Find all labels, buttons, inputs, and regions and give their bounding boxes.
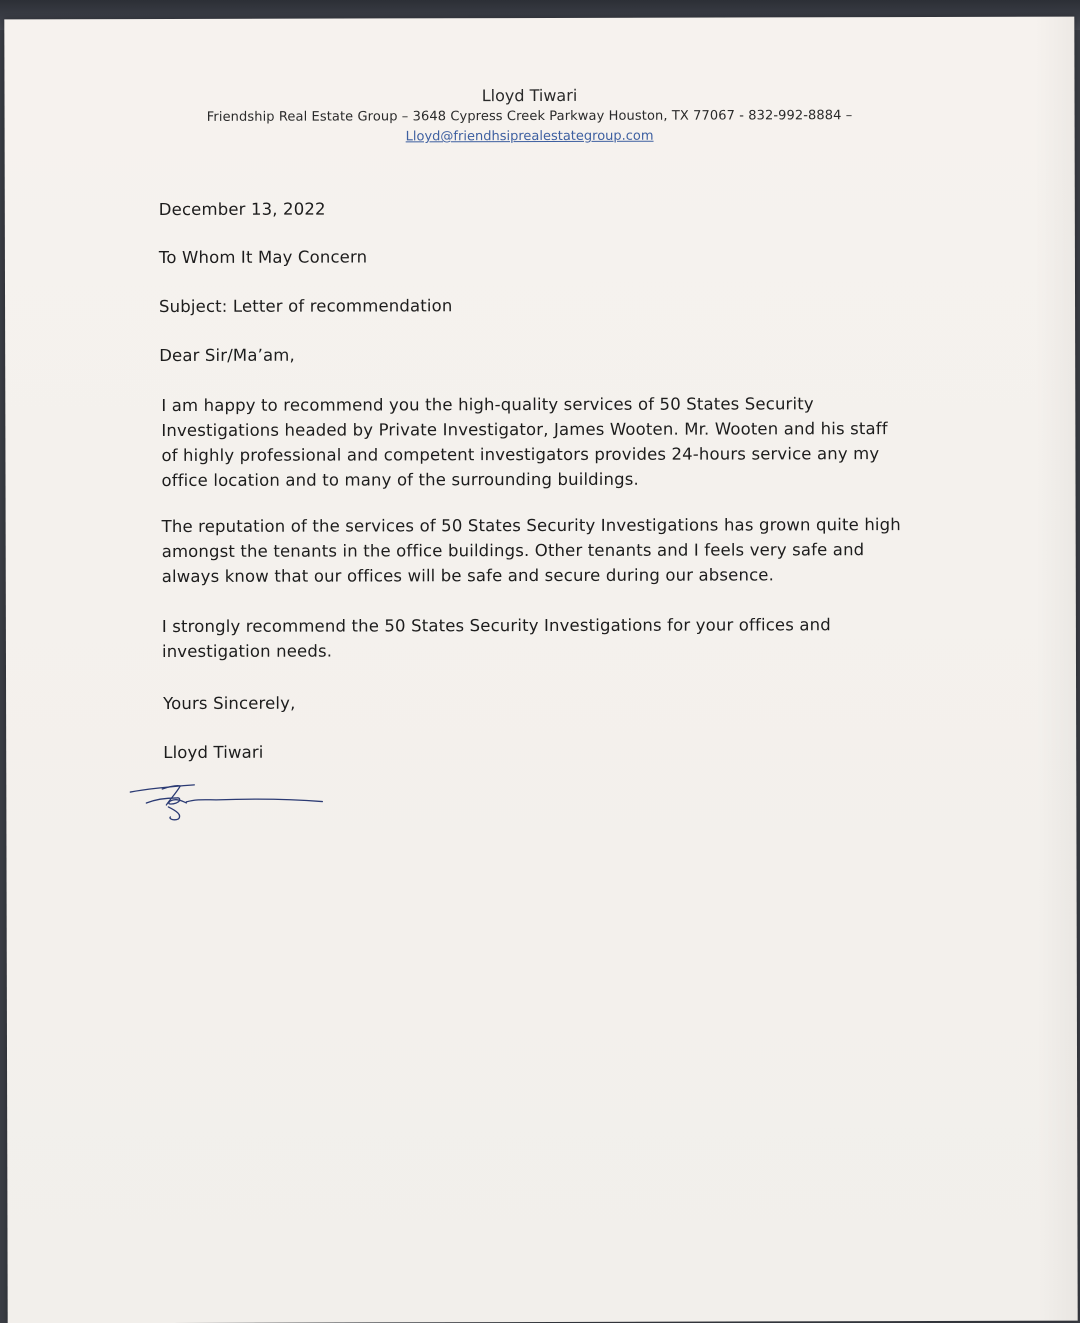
letterhead-address: Friendship Real Estate Group – 3648 Cypress Creek Parkway Houston, TX 77067 - 832-992-8884 – (206, 108, 853, 125)
body-paragraph-3 (162, 612, 922, 664)
paragraph-line: of highly professional and competent investigators provides 24-hours service any my (161, 444, 880, 465)
letter-page (4, 17, 1077, 1323)
paragraph-line: I strongly recommend the 50 States Security Investigations for your offices and (161, 615, 831, 636)
paragraph-line: The reputation of the services of 50 States Security Investigations has grown quite high (161, 515, 901, 536)
letter-recipient: To Whom It May Concern (158, 247, 368, 267)
letterhead-email-link[interactable]: Lloyd@friendhsiprealestategroup.com (405, 128, 654, 145)
paragraph-line: office location and to many of the surrounding buildings. (161, 469, 639, 490)
body-paragraph-1 (161, 391, 921, 493)
letter-date: December 13, 2022 (158, 199, 326, 219)
paragraph-line: always know that our offices will be safe and secure during our absence. (161, 565, 775, 586)
letter-closing: Yours Sincerely, (163, 693, 296, 713)
letterhead-name: Lloyd Tiwari (481, 85, 578, 106)
handwritten-signature-icon (126, 771, 326, 822)
paragraph-line: amongst the tenants in the office buildings. Other tenants and I feels very safe and (161, 540, 865, 561)
body-paragraph-2 (162, 512, 922, 589)
letter-signer-name: Lloyd Tiwari (163, 742, 264, 762)
paragraph-line: Investigations headed by Private Investigator, James Wooten. Mr. Wooten and his staff (161, 419, 888, 440)
paragraph-line: I am happy to recommend you the high-quality services of 50 States Security (161, 394, 814, 415)
letter-subject: Subject: Letter of recommendation (159, 296, 453, 316)
paragraph-line: investigation needs. (161, 641, 333, 661)
letter-salutation: Dear Sir/Ma’am, (159, 345, 295, 365)
